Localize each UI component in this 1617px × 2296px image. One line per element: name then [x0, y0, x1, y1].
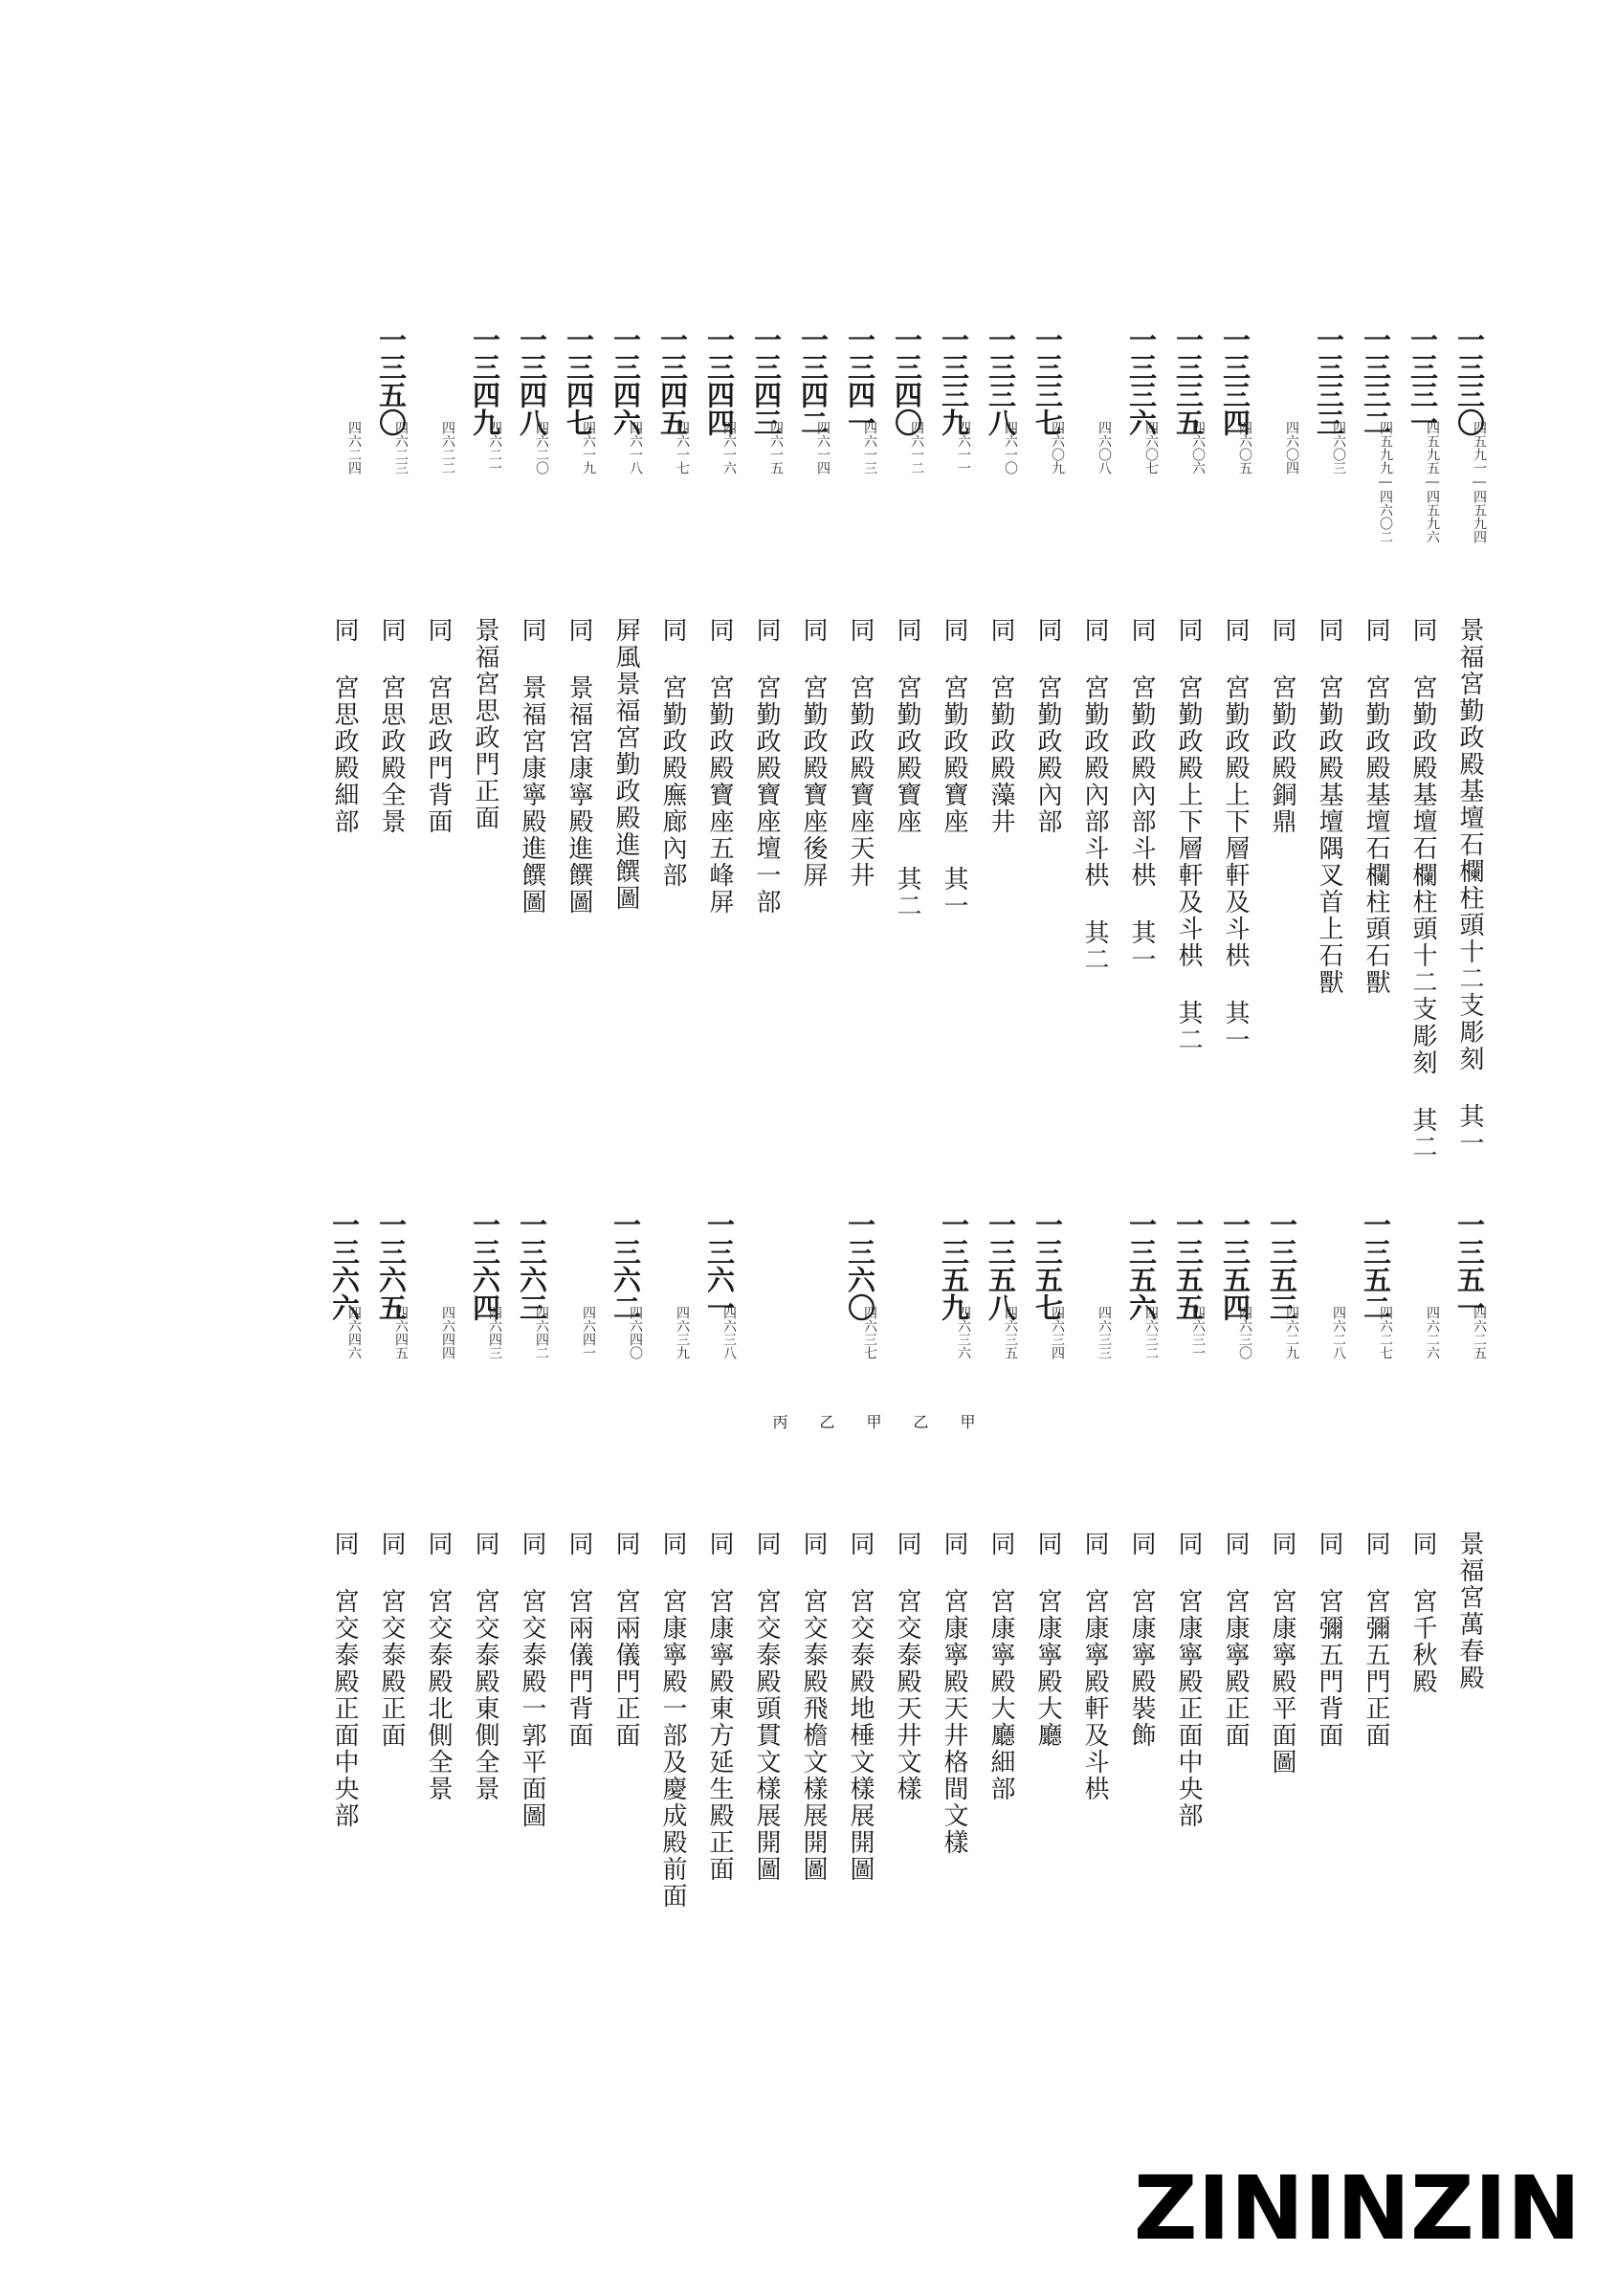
plate-number: 一三四四 — [703, 325, 736, 436]
plate-number: 一三四三 — [750, 325, 783, 436]
entry-title: 同 宮交泰殿一郭平面圖 — [518, 1531, 546, 1829]
page-reference: 四六四四 — [440, 1306, 455, 1359]
plate-number: 一三五八 — [985, 1210, 1017, 1321]
entry-title: 景福宮萬春殿 — [1455, 1531, 1484, 1691]
page-reference: 四六一五 — [768, 421, 784, 475]
entry-title: 同 宮勤政殿藻井 — [986, 617, 1015, 835]
index-entry — [930, 325, 977, 1282]
page-reference: 四六二〇 — [534, 421, 549, 475]
plate-number: 一三六五 — [375, 1210, 408, 1321]
plate-number: 一三五七 — [1031, 1210, 1064, 1321]
plate-number: 一三四八 — [516, 325, 548, 436]
plate-number: 一三四二 — [797, 325, 830, 436]
entry-title: 景福宮勤政殿基壇石欄柱頭十二支彫刻 其一 — [1455, 617, 1484, 1157]
plate-number: 一三四七 — [563, 325, 595, 436]
page-reference: 四六三一 — [1190, 1306, 1206, 1359]
entry-title: 同 宮康寧殿軒及斗栱 — [1080, 1531, 1109, 1802]
entry-title: 同 宮勤政殿上下層軒及斗栱 其二 — [1174, 617, 1203, 1053]
entry-title: 同 宮康寧殿正面中央部 — [1174, 1531, 1203, 1829]
plate-number: 一三五四 — [1219, 1210, 1252, 1321]
index-entry — [461, 325, 508, 1282]
variant-marker: 丙 — [770, 1414, 788, 1429]
index-entry — [930, 1210, 977, 1861]
plate-number: 一三三三 — [1313, 325, 1345, 436]
plate-number: 一三四六 — [609, 325, 642, 436]
entry-title: 同 宮勤政殿上下層軒及斗栱 其一 — [1221, 617, 1250, 1053]
plate-number: 一三六〇 — [844, 1210, 876, 1321]
index-entry — [508, 325, 555, 1282]
page-reference: 四六二八 — [1331, 1306, 1346, 1359]
entry-title: 屛風景福宮勤政殿進饌圖 — [611, 617, 640, 912]
page-reference: 四六〇六 — [1190, 421, 1206, 475]
index-entry — [414, 325, 461, 1282]
plate-number: 一三三六 — [1125, 325, 1158, 436]
index-entry — [1352, 1210, 1399, 1861]
entry-title: 同 宮康寧殿平面圖 — [1268, 1531, 1296, 1776]
page-reference: 四六三五 — [1003, 1306, 1018, 1359]
entry-title: 同 宮交泰殿正面中央部 — [330, 1531, 359, 1829]
entry-title: 同 宮交泰殿北側全景 — [424, 1531, 453, 1802]
plate-number: 一三六四 — [469, 1210, 501, 1321]
index-entry — [789, 325, 836, 1282]
entry-title: 同 宮勤政殿基壇石欄柱頭十二支彫刻 其二 — [1408, 617, 1437, 1160]
page-reference: 四六一九 — [581, 421, 596, 475]
index-entry — [414, 1210, 461, 1861]
entry-title: 同 宮康寧殿大廳細部 — [986, 1531, 1015, 1802]
entry-title: 同 宮彌五門正面 — [1362, 1531, 1390, 1749]
plate-number: 一三六三 — [516, 1210, 548, 1321]
entry-title: 同 宮勤政殿內部 — [1033, 617, 1062, 835]
plate-number: 一三五一 — [1453, 1210, 1486, 1321]
plate-number: 一三六六 — [328, 1210, 361, 1321]
entry-title: 同 宮交泰殿飛檐文樣展開圖 — [799, 1531, 828, 1883]
page-reference: 四六四五 — [393, 1306, 409, 1359]
entry-title: 同 宮兩儀門背面 — [565, 1531, 593, 1749]
index-entry — [1446, 325, 1493, 1282]
page-reference: 四六二九 — [1284, 1306, 1299, 1359]
index-entry — [555, 325, 602, 1282]
index-entry — [1352, 325, 1399, 1282]
page-reference: 四六二四 — [346, 421, 362, 475]
index-entry — [1305, 1210, 1352, 1861]
page-reference: 四六三三 — [1096, 1306, 1112, 1359]
index-entry — [367, 1210, 414, 1861]
plate-number: 一三三四 — [1219, 325, 1252, 436]
index-entry — [602, 325, 649, 1282]
entry-title: 同 宮千秋殿 — [1408, 1531, 1437, 1695]
plate-number: 一三五〇 — [375, 325, 408, 436]
index-entry — [1305, 325, 1352, 1282]
entry-title: 同 宮交泰殿地棰文樣展開圖 — [846, 1531, 875, 1883]
page-reference: 四六三〇 — [1237, 1306, 1252, 1359]
entry-title: 同 宮勤政殿銅鼎 — [1268, 617, 1296, 835]
plate-number: 一三五三 — [1266, 1210, 1298, 1321]
page-reference: 四六四三 — [487, 1306, 502, 1359]
index-entry — [1024, 1210, 1071, 1861]
entry-title: 同 宮康寧殿正面 — [1221, 1531, 1250, 1749]
index-entry — [555, 1210, 602, 1861]
index-entry — [1258, 1210, 1305, 1861]
page-reference: 四六一二 — [909, 421, 924, 475]
entry-title: 同 景福宮康寧殿進饌圖 — [518, 617, 546, 916]
entry-title: 同 宮兩儀門正面 — [611, 1531, 640, 1749]
page-reference: 四六二五 — [1472, 1306, 1487, 1359]
page-reference: 四六一八 — [628, 421, 643, 475]
index-entry — [649, 1210, 696, 1910]
page-reference: 四五九五―四五九六 — [1425, 421, 1440, 543]
entry-title: 同 宮交泰殿正面 — [377, 1531, 406, 1749]
page-reference: 四五九九―四六〇二 — [1378, 421, 1393, 543]
plate-number: 一三五六 — [1125, 1210, 1158, 1321]
page-reference: 四六四一 — [581, 1306, 596, 1359]
entry-title: 同 宮勤政殿內部斗栱 其一 — [1127, 617, 1156, 973]
page-reference: 四六一三 — [862, 421, 877, 475]
entry-title: 同 宮勤政殿基壇石欄柱頭石獸 — [1362, 617, 1390, 996]
page-reference: 四六二三 — [393, 421, 409, 475]
index-entry — [977, 1210, 1024, 1861]
plate-number: 一三四九 — [469, 325, 501, 436]
entry-title: 同 宮勤政殿廡廊內部 — [658, 617, 687, 889]
page-reference: 四六〇三 — [1331, 421, 1346, 475]
plate-number: 一三三七 — [1031, 325, 1064, 436]
variant-marker: 甲 — [864, 1414, 882, 1429]
upper-index-block — [321, 325, 1493, 1282]
plate-number: 一三三八 — [985, 325, 1017, 436]
page-reference: 四六二七 — [1378, 1306, 1393, 1359]
plate-number: 一三四〇 — [891, 325, 923, 436]
page-reference: 四六四六 — [346, 1306, 362, 1359]
page-reference: 四六一〇 — [1003, 421, 1018, 475]
plate-number: 一三三一 — [1407, 325, 1439, 436]
entry-title: 同 宮交泰殿頭貫文樣展開圖 — [752, 1531, 781, 1883]
index-entry — [1446, 1210, 1493, 1861]
index-entry — [696, 1210, 742, 1883]
index-entry — [1211, 325, 1258, 1282]
index-entry — [836, 325, 883, 1282]
page-reference: 四六三四 — [1050, 1306, 1065, 1359]
page-reference: 四六三八 — [721, 1306, 737, 1359]
plate-number: 一三四一 — [844, 325, 876, 436]
plate-number: 一三六二 — [609, 1210, 642, 1321]
entry-title: 同 宮康寧殿裝飾 — [1127, 1531, 1156, 1749]
entry-title: 同 宮康寧殿天井格間文樣 — [940, 1531, 968, 1856]
index-entry — [1071, 1210, 1118, 1861]
page-reference: 四六三七 — [862, 1306, 877, 1359]
page-reference: 四六四〇 — [628, 1306, 643, 1359]
plate-number: 一三三二 — [1360, 325, 1392, 436]
index-entry — [789, 1210, 836, 1883]
index-entry — [1164, 325, 1211, 1282]
index-entry — [1211, 1210, 1258, 1861]
entry-title: 同 宮交泰殿東側全景 — [471, 1531, 499, 1802]
entry-title: 同 宮康寧殿一部及慶成殿前面 — [658, 1531, 687, 1910]
index-entry — [508, 1210, 555, 1861]
index-entry — [742, 1210, 789, 1883]
plate-number: 一三三九 — [938, 325, 970, 436]
index-entry — [1258, 325, 1305, 1282]
index-entry — [1118, 1210, 1164, 1861]
page-reference: 四六一四 — [815, 421, 831, 475]
lower-index-block — [321, 1210, 1493, 1910]
page-reference: 四五九一―四五九四 — [1472, 421, 1487, 543]
entry-title: 同 宮康寧殿大廳 — [1033, 1531, 1062, 1749]
entry-title: 同 宮勤政殿內部斗栱 其二 — [1080, 617, 1109, 973]
index-entry — [836, 1210, 883, 1883]
index-entry — [649, 325, 696, 1282]
index-entry — [742, 325, 789, 1282]
page-reference: 四六〇四 — [1284, 421, 1299, 475]
variant-marker: 甲 — [958, 1414, 976, 1429]
page-reference: 四六四二 — [534, 1306, 549, 1359]
page-reference: 四六二一 — [487, 421, 502, 475]
index-entry — [883, 325, 930, 1282]
entry-title: 同 宮勤政殿寶座 其二 — [893, 617, 921, 919]
plate-number: 一三三五 — [1172, 325, 1205, 436]
entry-title: 同 宮勤政殿基壇隅叉首上石獸 — [1315, 617, 1343, 996]
page-reference: 四六一一 — [956, 421, 971, 475]
entry-title: 同 宮彌五門背面 — [1315, 1531, 1343, 1749]
entry-title: 同 宮交泰殿天井文樣 — [893, 1531, 921, 1802]
page-reference: 四六二六 — [1425, 1306, 1440, 1359]
plate-number: 一三三〇 — [1453, 325, 1486, 436]
index-entry — [1399, 1210, 1446, 1861]
plate-number: 一三五九 — [938, 1210, 970, 1321]
index-entry — [1024, 325, 1071, 1282]
index-entry — [367, 325, 414, 1282]
index-entry — [977, 325, 1024, 1282]
entry-title: 同 宮思政殿全景 — [377, 617, 406, 835]
page-reference: 四六〇七 — [1143, 421, 1159, 475]
entry-title: 同 宮勤政殿寶座五峰屏 — [705, 617, 734, 916]
plate-number: 一三五五 — [1172, 1210, 1205, 1321]
entry-title: 同 宮勤政殿寶座壇一部 — [752, 617, 781, 916]
entry-title: 景福宮思政門正面 — [471, 617, 499, 831]
variant-marker: 乙 — [911, 1414, 929, 1429]
page-reference: 四六〇八 — [1096, 421, 1112, 475]
index-entry — [1164, 1210, 1211, 1861]
plate-number: 一三四五 — [656, 325, 689, 436]
index-entry — [321, 325, 367, 1282]
entry-title: 同 宮思政門背面 — [424, 617, 453, 835]
index-entry — [696, 325, 742, 1282]
index-entry — [1399, 325, 1446, 1282]
entry-title: 同 宮勤政殿寶座天井 — [846, 617, 875, 889]
plate-number: 一三五二 — [1360, 1210, 1392, 1321]
index-entry — [321, 1210, 367, 1861]
entry-title: 同 宮勤政殿寶座 其一 — [940, 617, 968, 919]
index-entry — [602, 1210, 649, 1861]
entry-title: 同 宮思政殿細部 — [330, 617, 359, 835]
page-reference: 四六三二 — [1143, 1306, 1159, 1359]
index-entry — [461, 1210, 508, 1861]
index-entry — [1071, 325, 1118, 1282]
page-reference: 四六三六 — [956, 1306, 971, 1359]
variant-marker: 乙 — [817, 1414, 835, 1429]
page-reference: 四六一七 — [675, 421, 690, 475]
page-reference: 四六〇五 — [1237, 421, 1252, 475]
page-reference: 四六三九 — [675, 1306, 690, 1359]
entry-title: 同 景福宮康寧殿進饌圖 — [565, 617, 593, 916]
index-entry — [883, 1210, 930, 1861]
page-reference: 四六二二 — [440, 421, 455, 475]
watermark-logo: ZININZIN — [1133, 2157, 1581, 2260]
page-reference: 四六一六 — [721, 421, 737, 475]
plate-number: 一三六一 — [703, 1210, 736, 1321]
page-reference: 四六〇九 — [1050, 421, 1065, 475]
entry-title: 同 宮康寧殿東方延生殿正面 — [705, 1531, 734, 1883]
index-entry — [1118, 325, 1164, 1282]
entry-title: 同 宮勤政殿寶座後屏 — [799, 617, 828, 889]
